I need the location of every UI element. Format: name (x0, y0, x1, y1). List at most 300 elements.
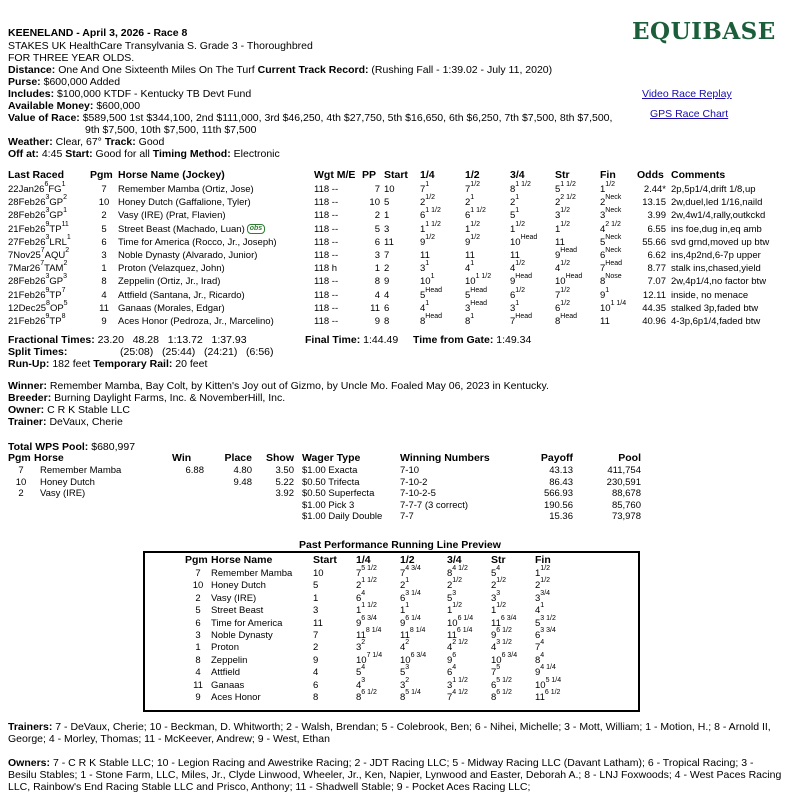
weight-me: 118 -- (314, 289, 339, 301)
comments: stalk ins,chased,yield (671, 263, 761, 275)
pp-row (185, 692, 575, 704)
call-quarter-position: 10 (420, 276, 431, 288)
pp-start: 7 (313, 629, 319, 641)
race-conditions: FOR THREE YEAR OLDS. (8, 52, 135, 64)
pp-row (185, 630, 575, 642)
pp-pgm: 9 (195, 691, 201, 703)
pp-stretch-margin: 3 (496, 589, 501, 597)
payoff-table (8, 453, 641, 523)
call-finish-margin: 1/2 (605, 181, 616, 188)
pp-horse: Remember Mamba (211, 568, 293, 579)
call-stretch-position: 7 (555, 289, 561, 301)
pp-finish-position: 3 (535, 592, 541, 604)
pp-half-position: 6 (400, 592, 406, 604)
last-raced-track: GP (49, 197, 64, 209)
last-raced-track: TP (49, 289, 62, 301)
payoff-horse (34, 511, 172, 523)
last-raced-race: 7 (40, 260, 45, 268)
wager-payoff: 43.13 (549, 465, 573, 476)
col-pp: PP (362, 169, 377, 181)
call-three-quarter-margin: 1 (515, 207, 520, 215)
call-stretch-margin: 1/2 (560, 286, 571, 294)
result-row (8, 224, 791, 237)
pp-col-q1: 1/4 (356, 554, 371, 566)
pp-three-quarter-margin: 6 1/4 (457, 614, 474, 622)
result-row (8, 290, 791, 303)
call-three-quarter-margin: 1 1/2 (515, 181, 531, 188)
race-name: STAKES UK HealthCare Transylvania S. Grade 3 - Thoroughbred (8, 40, 313, 52)
pp-finish-margin: 4 (540, 651, 545, 659)
track-value: Good (138, 136, 165, 148)
pp-half-margin: 8 1/4 (409, 626, 426, 634)
pp-quarter-margin: 8 1/4 (365, 626, 382, 634)
call-finish-margin: Neck (605, 233, 622, 241)
wager-type: $1.00 Daily Double (302, 511, 383, 523)
call-finish-position: 11 (600, 315, 610, 327)
pp-stretch-margin: 6 1/2 (496, 688, 512, 696)
call-stretch-position: 4 (555, 263, 561, 275)
col-horse: Horse Name (Jockey) (118, 169, 225, 181)
pp-quarter (356, 688, 400, 704)
pp-three-quarter-position: 9 (447, 654, 453, 666)
call-quarter (420, 312, 465, 329)
call-three-quarter-margin: 1/2 (515, 260, 526, 268)
pp-stretch-margin: 5 1/2 (496, 676, 512, 684)
payoff-col-win: Win (172, 452, 192, 464)
runup-line (8, 358, 207, 370)
post-position: 9 (374, 315, 380, 327)
purse-value: $600,000 Added (43, 76, 121, 88)
last-raced-track: TP (49, 223, 62, 235)
last-raced-race: 3 (45, 233, 50, 241)
payoff-show: 3.92 (275, 488, 294, 500)
pp-pgm: 6 (195, 617, 201, 629)
start-pos: 6 (384, 302, 390, 314)
last-raced-race: 3 (45, 207, 50, 215)
owners-label: Owners: (8, 757, 51, 769)
available-value: $600,000 (96, 100, 141, 112)
pp-preview-title: Past Performance Running Line Preview (299, 539, 501, 551)
split-value: (25:08) (25:44) (24:21) (6:56) (120, 346, 274, 358)
call-finish-position: 7 (600, 263, 606, 275)
track-label: Track: (104, 136, 136, 148)
pp-col-pgm: Pgm (185, 554, 208, 566)
video-replay-link[interactable]: Video Race Replay (642, 88, 732, 100)
call-stretch-position: 2 (555, 197, 561, 209)
post-position: 3 (374, 249, 380, 261)
breeder-line (8, 392, 285, 404)
last-raced-date: 28Feb26 (8, 276, 46, 288)
pp-half-position: 1 (400, 605, 406, 617)
pp-start: 2 (313, 642, 319, 654)
last-raced-finish: 11 (61, 220, 69, 228)
horse-name: Honey Dutch (Gaffalione, Tyler) (118, 197, 251, 209)
horse-jockey (118, 210, 314, 223)
pp-horse: Time for America (211, 617, 283, 629)
pp-stretch-margin: 6 3/4 (500, 614, 517, 622)
pp-half-position: 3 (400, 679, 406, 691)
pp-pgm: 8 (195, 654, 201, 666)
call-stretch (555, 312, 600, 329)
pp-start: 3 (313, 605, 319, 617)
post-position: 7 (374, 184, 380, 195)
call-quarter-position: 9 (420, 236, 426, 248)
last-raced-track: TAM (44, 263, 64, 275)
pp-stretch-margin: 1/2 (496, 577, 507, 585)
includes-line (8, 88, 251, 100)
pp-finish-position: 8 (535, 654, 541, 666)
pp-finish-position: 2 (535, 580, 541, 592)
pp-half-margin: 1 (405, 577, 410, 585)
call-finish-position: 1 (600, 184, 606, 195)
weather-line (8, 136, 164, 148)
call-quarter-margin: 1 (425, 299, 430, 307)
pp-stretch-margin: 5 (496, 664, 501, 672)
odds: 3.99 (647, 210, 666, 222)
last-raced-track: OP (49, 302, 64, 314)
horse-name: Zeppelin (Ortiz, Jr., Irad) (118, 276, 221, 288)
payoff-show: 5.22 (275, 476, 294, 488)
pp-stretch-position: 8 (491, 691, 497, 703)
pp-stretch-position: 4 (491, 642, 497, 654)
horse-jockey (118, 276, 314, 289)
last-raced (8, 207, 90, 223)
call-three-quarter-position: 4 (510, 263, 516, 275)
pp-pgm: 4 (195, 667, 201, 679)
pp-start: 1 (313, 592, 319, 604)
pp-half-margin: 5 1/4 (405, 688, 421, 696)
pp-three-quarter-position: 11 (447, 629, 457, 641)
owner-label: Owner: (8, 404, 45, 416)
comments: ins,4p2nd,6-7p upper (671, 249, 761, 261)
col-q3: 3/4 (510, 169, 525, 181)
last-raced-finish: 7 (61, 286, 66, 294)
odds: 2.44* (643, 184, 666, 195)
comments: svd grnd,moved up btw (671, 236, 770, 248)
col-pgm: Pgm (90, 169, 113, 181)
payoff-win (172, 500, 210, 512)
final-time-line (305, 334, 398, 346)
winning-numbers: 7-10-2-5 (400, 488, 436, 500)
call-finish-margin: Head (605, 260, 623, 268)
last-raced-date: 7Mar26 (8, 263, 41, 275)
pp-stretch-position: 5 (491, 568, 497, 579)
results-table (8, 170, 791, 329)
pp-quarter-position: 10 (356, 654, 367, 666)
horse-name: Attfield (Santana, Jr., Ricardo) (118, 289, 245, 301)
available-money-line (8, 100, 140, 112)
pp-col-start: Start (313, 554, 337, 566)
wager-type: $1.00 Pick 3 (302, 499, 355, 511)
call-three-quarter-position: 5 (510, 210, 516, 222)
pp-half-position: 5 (400, 667, 406, 679)
start-pos: 1 (384, 210, 390, 222)
pgm: 9 (101, 315, 107, 327)
last-raced-track: LRL (49, 236, 67, 248)
call-stretch-position: 5 (555, 184, 561, 195)
start-pos: 5 (384, 197, 390, 209)
call-three-quarter (510, 312, 555, 329)
call-finish-margin: Neck (605, 194, 622, 202)
last-raced-date: 22Jan26 (8, 184, 45, 195)
payoff-pgm: 2 (18, 488, 24, 500)
call-finish (600, 299, 637, 316)
call-stretch-position: 1 (555, 223, 561, 235)
distance-label: Distance: (8, 64, 56, 76)
result-row (8, 250, 791, 263)
post-position: 2 (374, 210, 380, 222)
call-three-quarter-margin: 1/2 (515, 220, 526, 228)
call-three-quarter-position: 1 (510, 223, 516, 235)
pp-three-quarter-margin: 3 (452, 589, 457, 597)
equibase-logo[interactable]: EQUIBASE (632, 18, 776, 45)
obs-icon: obs (247, 224, 265, 234)
call-finish-margin: 1 (605, 286, 610, 294)
pp-quarter-position: 8 (356, 691, 362, 703)
call-finish-position: 2 (600, 197, 606, 209)
pp-half-position: 4 (400, 642, 406, 654)
call-stretch-position: 6 (555, 302, 561, 314)
wps-pool-label: Total WPS Pool: (8, 441, 89, 453)
pp-finish-position: 7 (535, 642, 541, 654)
pp-pgm: 10 (192, 580, 204, 592)
odds: 7.07 (647, 276, 666, 288)
owners-paragraph (8, 757, 783, 793)
pp-quarter-margin: 1 1/2 (361, 577, 377, 585)
call-quarter-position: 5 (420, 289, 426, 301)
start-pos: 3 (384, 223, 390, 235)
pp-quarter-position: 4 (356, 679, 362, 691)
call-stretch-margin: 1/2 (560, 220, 571, 228)
pp-row (185, 580, 575, 592)
last-raced-finish: 1 (61, 181, 66, 188)
call-three-quarter-position: 11 (510, 249, 520, 261)
payoff-place: 4.80 (233, 465, 252, 476)
gps-chart-link[interactable]: GPS Race Chart (650, 108, 729, 120)
payoff-row (8, 488, 641, 500)
pp-three-quarter-position: 3 (447, 679, 453, 691)
last-raced-finish: 1 (66, 233, 71, 241)
post-position: 4 (374, 289, 380, 301)
odds: 44.35 (642, 302, 666, 314)
pp-quarter-position: 6 (356, 592, 362, 604)
last-raced-finish: 1 (63, 207, 68, 215)
payoff-place (210, 488, 252, 500)
pp-start: 9 (313, 654, 319, 666)
pp-half-margin: 1 (405, 602, 410, 610)
wager-type: $0.50 Trifecta (302, 476, 360, 488)
start-pos: 10 (384, 184, 395, 195)
last-raced-track: FG (48, 184, 62, 195)
payoff-row (8, 465, 641, 477)
last-raced-date: 28Feb26 (8, 210, 46, 222)
pp-quarter-position: 2 (356, 580, 362, 592)
last-raced-race: 3 (45, 273, 50, 281)
result-row (8, 197, 791, 210)
post-position: 6 (374, 236, 380, 248)
breeder-label: Breeder: (8, 392, 52, 404)
pp-start: 8 (313, 691, 319, 703)
wager-payoff: 86.43 (549, 476, 573, 488)
pp-col-horse: Horse Name (211, 554, 273, 566)
winner-value: Remember Mamba, Bay Colt, by Kitten's Joy out of Gizmo, by Uncle Mo. Foaled May 06, 2023 in Kentucky. (49, 380, 549, 392)
pp-finish-position: 4 (535, 605, 541, 617)
pp-finish (535, 688, 575, 704)
distance-line (8, 64, 552, 76)
comments: stalked 3p,faded btw (671, 302, 759, 314)
pp-quarter-margin: 3 (361, 676, 366, 684)
pgm: 7 (101, 184, 107, 195)
payoff-place (210, 511, 252, 523)
payoff-row (8, 511, 641, 523)
call-quarter-margin: 1 1/2 (425, 207, 441, 215)
call-quarter-position: 6 (420, 210, 426, 222)
call-stretch-margin: Head (565, 273, 583, 281)
race-value-text: $589,500 1st $344,100, 2nd $111,000, 3rd $46,250, 4th $27,750, 5th $16,650, 6th $6,250, 7th $7,500, 8th $7,500, (82, 112, 613, 124)
pp-col-str: Str (491, 554, 506, 566)
runup-value: 182 feet (52, 358, 91, 370)
col-odds: Odds (637, 169, 664, 181)
last-raced (8, 194, 90, 210)
pp-quarter-position: 1 (356, 605, 362, 617)
payoff-place: 9.48 (233, 476, 252, 488)
pp-stretch-position: 9 (491, 629, 497, 641)
pp-finish-position: 10 (535, 679, 546, 691)
pp-stretch-position: 11 (491, 617, 501, 629)
call-three-quarter-margin: Head (520, 233, 538, 241)
call-half-position: 2 (465, 197, 471, 209)
last-raced-track: AQU (44, 249, 66, 261)
wager-payoff: 15.36 (549, 511, 573, 523)
weight-me: 118 -- (314, 302, 339, 314)
call-finish-margin: 1 1/4 (610, 299, 627, 307)
wager-pool: 85,760 (611, 499, 641, 511)
last-raced-race: 8 (46, 299, 50, 307)
trainer-label: Trainer: (8, 416, 47, 428)
pp-pgm: 11 (193, 679, 203, 691)
start-label: Start: (65, 148, 93, 160)
payoff-col-pgm: Pgm (8, 452, 31, 464)
comments: 2w,4p1/4,no factor btw (671, 276, 767, 288)
last-raced-race: 9 (45, 312, 50, 320)
payoff-horse (34, 500, 172, 512)
weight-me: 118 -- (314, 249, 339, 261)
pp-quarter-margin: 7 1/4 (366, 651, 383, 659)
horse-jockey (118, 224, 314, 237)
call-quarter-margin: 1/2 (425, 233, 436, 241)
call-finish-position: 6 (600, 249, 606, 261)
pp-quarter-margin: 1 1/2 (361, 602, 377, 610)
pp-quarter-position: 5 (356, 667, 362, 679)
pp-three-quarter-position: 4 (447, 642, 453, 654)
timing-value: Electronic (233, 148, 280, 160)
call-quarter-margin: 1/2 (425, 194, 436, 202)
call-half-margin: 1 1/2 (470, 207, 486, 215)
call-stretch-position: 9 (555, 249, 561, 261)
start-pos: 9 (384, 276, 390, 288)
call-quarter-position: 1 (420, 223, 426, 235)
call-stretch-margin: 1/2 (560, 299, 571, 307)
pp-quarter-margin: 2 (361, 639, 366, 647)
pp-start: 6 (313, 679, 319, 691)
weight-me: 118 -- (314, 236, 339, 248)
call-quarter-margin: 1 (425, 181, 430, 188)
final-time-label: Final Time: (305, 334, 361, 346)
pp-start: 4 (313, 667, 319, 679)
trainers-value: 7 - DeVaux, Cherie; 10 - Beckman, D. Whitworth; 2 - Walsh, Brendan; 5 - Colebrook, Ben; 6 - Nihei, Michelle; 3 - Mott, William; 1 - Motion, H.; 8 - Arnold II, George; 4 - Morley, Thomas; 11 - McKeever, Andrew; 9 - West, Ethan (8, 721, 771, 745)
horse-jockey (118, 316, 314, 329)
last-raced-date: 12Dec25 (8, 302, 47, 314)
horse-name: Vasy (IRE) (Prat, Flavien) (118, 210, 226, 222)
call-three-quarter-margin: 1 (515, 194, 520, 202)
pp-quarter-margin: 4 (361, 664, 366, 672)
pp-stretch-position: 7 (491, 667, 497, 679)
pp-preview-box (143, 551, 640, 712)
call-stretch-position: 11 (555, 236, 565, 248)
payoff-col-numbers: Winning Numbers (400, 452, 490, 464)
call-quarter-position: 11 (420, 249, 430, 261)
pp-stretch-margin: 1/2 (496, 602, 507, 610)
pp-half-margin: 3 (405, 664, 410, 672)
pp-stretch-margin: 6 1/2 (496, 626, 512, 634)
horse-jockey (118, 263, 314, 276)
comments: 2w,duel,led 1/16,naild (671, 197, 763, 209)
pp-three-quarter-position: 2 (447, 580, 453, 592)
pp-three-quarter-margin: 1/2 (452, 602, 463, 610)
comments: 4-3p,6p1/4,faded btw (671, 315, 761, 327)
last-raced-finish: 8 (61, 312, 66, 320)
payoff-place (210, 500, 252, 512)
call-three-quarter-position: 8 (510, 184, 516, 195)
pgm: 4 (101, 289, 107, 301)
call-stretch-margin: 1 1/2 (560, 181, 576, 188)
last-raced (8, 273, 90, 289)
last-raced-track: GP (49, 210, 64, 222)
last-raced-finish: 2 (63, 260, 68, 268)
odds: 12.11 (642, 289, 666, 301)
timing-label: Timing Method: (152, 148, 231, 160)
last-raced-date: 21Feb26 (8, 289, 46, 301)
pgm: 8 (101, 276, 107, 288)
pp-horse: Street Beast (211, 605, 264, 617)
pp-finish-position: 6 (535, 629, 541, 641)
payoff-win (172, 511, 210, 523)
last-raced (8, 246, 90, 263)
pp-horse: Proton (211, 642, 239, 654)
last-raced (8, 220, 90, 237)
wager-type: $1.00 Exacta (302, 465, 358, 476)
payoff-win: 6.88 (185, 465, 204, 476)
result-row (8, 184, 791, 197)
last-raced-race: 9 (45, 220, 50, 228)
pp-finish-margin: 1/2 (540, 565, 551, 572)
call-quarter-position: 7 (420, 184, 426, 195)
final-time-value: 1:44.49 (363, 334, 399, 346)
race-value-line (8, 112, 612, 124)
winning-numbers: 7-10-2 (400, 476, 428, 488)
call-quarter (420, 233, 465, 250)
odds: 8.77 (647, 263, 666, 275)
pp-quarter-margin: 6 3/4 (361, 614, 377, 622)
call-finish-position: 10 (600, 302, 611, 314)
weather-value: Clear, 67° (55, 136, 102, 148)
payoff-win (172, 488, 210, 500)
call-half-margin: 1 (470, 312, 475, 320)
col-wgt: Wgt M/E (314, 169, 356, 181)
payoff-header-row (8, 453, 641, 465)
call-quarter-position: 4 (420, 302, 426, 314)
split-times-line (8, 346, 67, 358)
